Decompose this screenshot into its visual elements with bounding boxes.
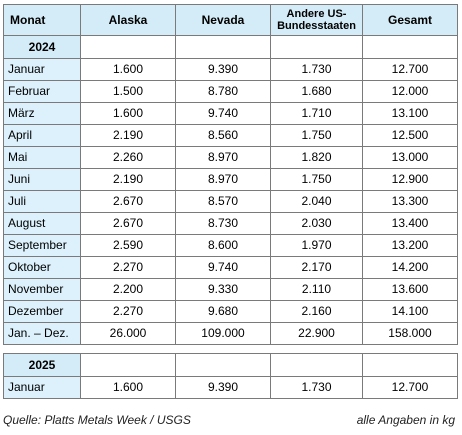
month-cell: November	[4, 279, 81, 301]
total-cell: 12.700	[363, 377, 458, 399]
year-row-empty-cell	[363, 36, 458, 59]
year-label: 2024	[4, 36, 81, 59]
other-cell: 2.040	[271, 191, 363, 213]
nevada-cell: 8.560	[176, 125, 271, 147]
year-row-empty-cell	[176, 36, 271, 59]
other-cell: 2.030	[271, 213, 363, 235]
header-nevada: Nevada	[176, 5, 271, 36]
alaska-cell: 2.200	[81, 279, 176, 301]
other-cell: 1.710	[271, 103, 363, 125]
other-cell: 2.170	[271, 257, 363, 279]
year-row-empty-cell	[176, 354, 271, 377]
month-cell: Januar	[4, 377, 81, 399]
other-cell: 2.160	[271, 301, 363, 323]
nevada-cell: 8.780	[176, 81, 271, 103]
production-table-wrapper	[3, 4, 457, 399]
table-row	[4, 147, 458, 169]
table-row	[4, 213, 458, 235]
alaska-cell: 2.260	[81, 147, 176, 169]
alaska-cell: 2.270	[81, 301, 176, 323]
table-row	[4, 103, 458, 125]
total-cell: 14.100	[363, 301, 458, 323]
year-row-empty-cell	[81, 354, 176, 377]
nevada-cell: 9.390	[176, 59, 271, 81]
source-note: Quelle: Platts Metals Week / USGS	[3, 413, 191, 427]
year-label: 2025	[4, 354, 81, 377]
alaska-cell: 1.600	[81, 377, 176, 399]
nevada-cell: 9.390	[176, 377, 271, 399]
month-cell: Mai	[4, 147, 81, 169]
total-cell: 12.500	[363, 125, 458, 147]
other-cell: 1.730	[271, 59, 363, 81]
header-total: Gesamt	[363, 5, 458, 36]
month-cell: August	[4, 213, 81, 235]
header-row	[4, 5, 458, 36]
year-row	[4, 36, 458, 59]
nevada-cell: 109.000	[176, 323, 271, 345]
alaska-cell: 1.600	[81, 59, 176, 81]
other-cell: 22.900	[271, 323, 363, 345]
total-cell: 12.700	[363, 59, 458, 81]
header-other-line2: Bundesstaaten	[277, 20, 356, 32]
table-header	[4, 5, 458, 36]
production-table	[3, 4, 458, 399]
total-cell: 14.200	[363, 257, 458, 279]
month-cell: März	[4, 103, 81, 125]
total-cell: 12.000	[363, 81, 458, 103]
table-row	[4, 125, 458, 147]
month-cell: Februar	[4, 81, 81, 103]
total-cell: 13.600	[363, 279, 458, 301]
other-cell: 2.110	[271, 279, 363, 301]
month-cell: April	[4, 125, 81, 147]
total-cell: 13.200	[363, 235, 458, 257]
nevada-cell: 8.570	[176, 191, 271, 213]
nevada-cell: 8.970	[176, 147, 271, 169]
table-row	[4, 191, 458, 213]
month-cell: September	[4, 235, 81, 257]
month-cell: Jan. – Dez.	[4, 323, 81, 345]
header-other-line1: Andere US-	[286, 8, 347, 20]
nevada-cell: 9.740	[176, 257, 271, 279]
other-cell: 1.680	[271, 81, 363, 103]
alaska-cell: 2.190	[81, 169, 176, 191]
table-row	[4, 81, 458, 103]
total-cell: 13.300	[363, 191, 458, 213]
other-cell: 1.750	[271, 169, 363, 191]
header-month: Monat	[4, 5, 81, 36]
month-cell: Dezember	[4, 301, 81, 323]
alaska-cell: 1.600	[81, 103, 176, 125]
alaska-cell: 2.190	[81, 125, 176, 147]
alaska-cell: 26.000	[81, 323, 176, 345]
total-cell: 12.900	[363, 169, 458, 191]
other-cell: 1.750	[271, 125, 363, 147]
table-row	[4, 169, 458, 191]
nevada-cell: 8.730	[176, 213, 271, 235]
other-cell: 1.820	[271, 147, 363, 169]
table-row	[4, 377, 458, 399]
alaska-cell: 2.670	[81, 213, 176, 235]
month-cell: Januar	[4, 59, 81, 81]
table-row	[4, 257, 458, 279]
nevada-cell: 8.970	[176, 169, 271, 191]
total-cell: 13.000	[363, 147, 458, 169]
table-body	[4, 36, 458, 399]
year-row-empty-cell	[271, 36, 363, 59]
header-alaska: Alaska	[81, 5, 176, 36]
year-row-empty-cell	[81, 36, 176, 59]
total-cell: 13.100	[363, 103, 458, 125]
total-cell: 158.000	[363, 323, 458, 345]
block-gap	[4, 345, 458, 354]
year-row-empty-cell	[363, 354, 458, 377]
alaska-cell: 2.270	[81, 257, 176, 279]
year-row-empty-cell	[271, 354, 363, 377]
table-row	[4, 323, 458, 345]
alaska-cell: 1.500	[81, 81, 176, 103]
alaska-cell: 2.670	[81, 191, 176, 213]
other-cell: 1.970	[271, 235, 363, 257]
other-cell: 1.730	[271, 377, 363, 399]
header-other-states	[271, 5, 363, 36]
table-row	[4, 279, 458, 301]
table-row	[4, 235, 458, 257]
table-row	[4, 59, 458, 81]
table-row	[4, 301, 458, 323]
alaska-cell: 2.590	[81, 235, 176, 257]
unit-note: alle Angaben in kg	[356, 413, 455, 427]
block-gap-cell	[4, 345, 458, 354]
nevada-cell: 9.680	[176, 301, 271, 323]
month-cell: Juli	[4, 191, 81, 213]
nevada-cell: 9.330	[176, 279, 271, 301]
month-cell: Juni	[4, 169, 81, 191]
total-cell: 13.400	[363, 213, 458, 235]
month-cell: Oktober	[4, 257, 81, 279]
year-row	[4, 354, 458, 377]
nevada-cell: 8.600	[176, 235, 271, 257]
nevada-cell: 9.740	[176, 103, 271, 125]
